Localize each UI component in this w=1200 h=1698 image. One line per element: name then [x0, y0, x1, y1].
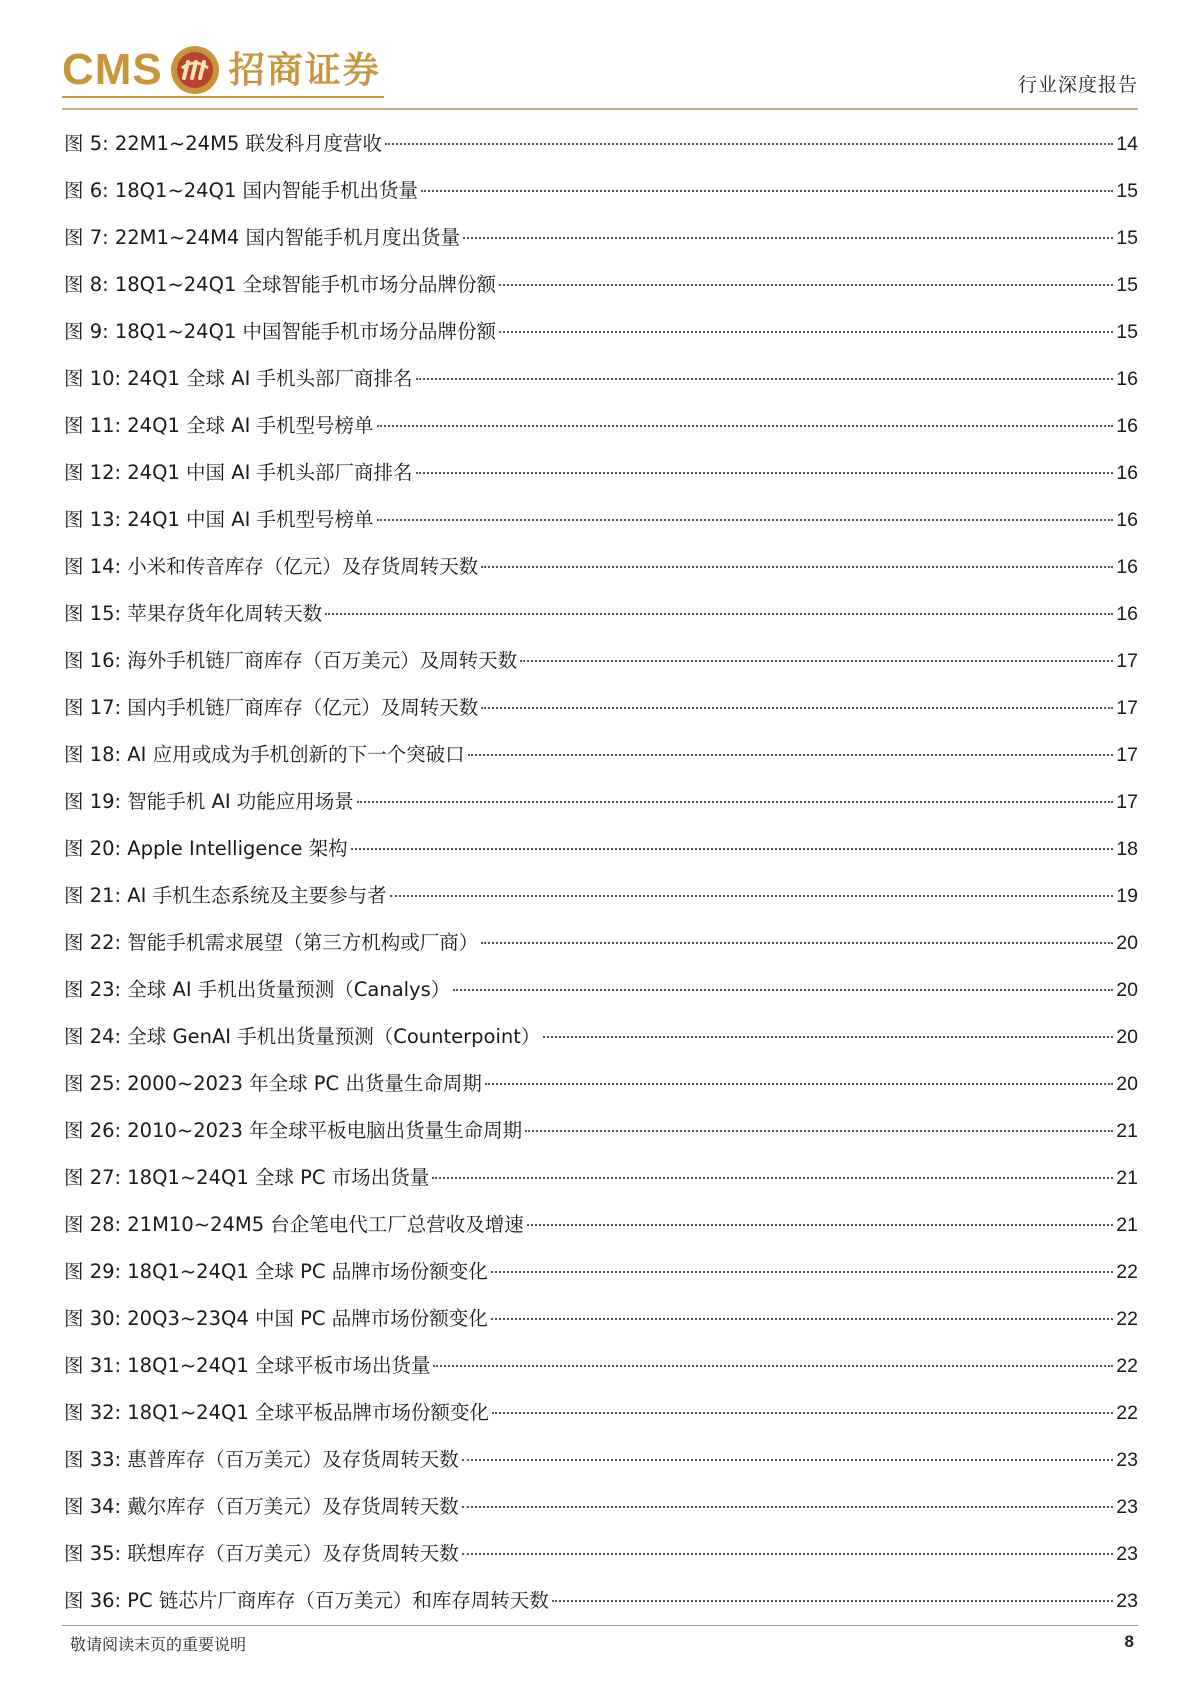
toc-entry-page: 18	[1116, 838, 1138, 860]
toc-entry[interactable]	[64, 825, 1138, 872]
toc-dot-leader	[462, 1553, 1114, 1555]
toc-entry[interactable]	[64, 1295, 1138, 1342]
toc-entry[interactable]	[64, 1436, 1138, 1483]
toc-entry[interactable]	[64, 543, 1138, 590]
toc-entry[interactable]	[64, 402, 1138, 449]
toc-entry-page: 17	[1116, 697, 1138, 719]
toc-entry[interactable]	[64, 966, 1138, 1013]
toc-entry[interactable]	[64, 261, 1138, 308]
toc-entry-title: 图 8: 18Q1~24Q1 全球智能手机市场分品牌份额	[64, 273, 497, 296]
toc-entry[interactable]	[64, 1201, 1138, 1248]
toc-entry-page: 22	[1116, 1402, 1138, 1424]
toc-dot-leader	[325, 613, 1113, 615]
toc-dot-leader	[462, 1459, 1114, 1461]
figure-list	[64, 120, 1138, 1624]
toc-entry-title: 图 16: 海外手机链厂商库存（百万美元）及周转天数	[64, 649, 518, 672]
toc-entry[interactable]	[64, 919, 1138, 966]
toc-dot-leader	[525, 1130, 1113, 1132]
toc-entry[interactable]	[64, 1060, 1138, 1107]
toc-entry[interactable]	[64, 1389, 1138, 1436]
toc-entry[interactable]	[64, 167, 1138, 214]
toc-dot-leader	[520, 660, 1113, 662]
toc-entry-title: 图 12: 24Q1 中国 AI 手机头部厂商排名	[64, 461, 413, 484]
report-type-label: 行业深度报告	[1017, 74, 1138, 96]
toc-entry-page: 23	[1116, 1496, 1138, 1518]
toc-entry-title: 图 9: 18Q1~24Q1 中国智能手机市场分品牌份额	[64, 320, 497, 343]
toc-entry-page: 17	[1116, 791, 1138, 813]
toc-entry-title: 图 25: 2000~2023 年全球 PC 出货量生命周期	[64, 1072, 482, 1095]
toc-entry-title: 图 22: 智能手机需求展望（第三方机构或厂商）	[64, 931, 479, 954]
toc-entry-title: 图 28: 21M10~24M5 台企笔电代工厂总营收及增速	[64, 1213, 524, 1236]
toc-entry-page: 20	[1116, 1026, 1138, 1048]
toc-dot-leader	[481, 707, 1113, 709]
toc-entry-page: 17	[1116, 744, 1138, 766]
logo-chinese-text: 招商证券	[228, 49, 381, 91]
header-divider	[62, 108, 1138, 110]
toc-entry-page: 20	[1116, 1073, 1138, 1095]
toc-dot-leader	[377, 519, 1114, 521]
toc-entry-page: 22	[1116, 1355, 1138, 1377]
toc-dot-leader	[543, 1036, 1113, 1038]
toc-entry-title: 图 15: 苹果存货年化周转天数	[64, 602, 323, 625]
toc-dot-leader	[432, 1177, 1113, 1179]
toc-dot-leader	[357, 801, 1114, 803]
toc-entry-page: 16	[1116, 556, 1138, 578]
toc-entry[interactable]	[64, 1107, 1138, 1154]
toc-entry-page: 17	[1116, 650, 1138, 672]
toc-entry-page: 23	[1116, 1449, 1138, 1471]
toc-entry-page: 23	[1116, 1543, 1138, 1565]
toc-entry-page: 21	[1116, 1120, 1138, 1142]
toc-entry[interactable]	[64, 1013, 1138, 1060]
toc-entry-title: 图 32: 18Q1~24Q1 全球平板品牌市场份额变化	[64, 1401, 489, 1424]
toc-entry-title: 图 26: 2010~2023 年全球平板电脑出货量生命周期	[64, 1119, 523, 1142]
toc-entry-title: 图 21: AI 手机生态系统及主要参与者	[64, 884, 387, 907]
toc-dot-leader	[416, 472, 1114, 474]
toc-entry-page: 22	[1116, 1308, 1138, 1330]
toc-dot-leader	[468, 754, 1114, 756]
toc-dot-leader	[499, 284, 1113, 286]
toc-entry-page: 20	[1116, 979, 1138, 1001]
toc-entry[interactable]	[64, 496, 1138, 543]
toc-entry[interactable]	[64, 872, 1138, 919]
toc-entry-title: 图 27: 18Q1~24Q1 全球 PC 市场出货量	[64, 1166, 430, 1189]
toc-entry-title: 图 20: Apple Intelligence 架构	[64, 837, 348, 860]
toc-entry-page: 16	[1116, 415, 1138, 437]
footer-divider	[62, 1625, 1138, 1626]
toc-entry-title: 图 6: 18Q1~24Q1 国内智能手机出货量	[64, 179, 419, 202]
toc-entry-title: 图 13: 24Q1 中国 AI 手机型号榜单	[64, 508, 374, 531]
toc-entry-title: 图 29: 18Q1~24Q1 全球 PC 品牌市场份额变化	[64, 1260, 488, 1283]
toc-entry[interactable]	[64, 1483, 1138, 1530]
toc-entry-title: 图 24: 全球 GenAI 手机出货量预测（Counterpoint）	[64, 1025, 541, 1048]
toc-dot-leader	[462, 1506, 1114, 1508]
toc-entry-title: 图 34: 戴尔库存（百万美元）及存货周转天数	[64, 1495, 459, 1518]
toc-entry-page: 15	[1116, 180, 1138, 202]
toc-entry[interactable]	[64, 590, 1138, 637]
toc-dot-leader	[552, 1600, 1113, 1602]
toc-entry-title: 图 23: 全球 AI 手机出货量预测（Canalys）	[64, 978, 451, 1001]
toc-entry[interactable]	[64, 308, 1138, 355]
toc-entry-title: 图 36: PC 链芯片厂商库存（百万美元）和库存周转天数	[64, 1589, 549, 1612]
toc-entry-page: 22	[1116, 1261, 1138, 1283]
toc-dot-leader	[351, 848, 1114, 850]
toc-entry-title: 图 7: 22M1~24M4 国内智能手机月度出货量	[64, 226, 460, 249]
toc-entry[interactable]	[64, 1154, 1138, 1201]
toc-dot-leader	[463, 237, 1113, 239]
toc-entry-title: 图 19: 智能手机 AI 功能应用场景	[64, 790, 354, 813]
toc-dot-leader	[492, 1412, 1113, 1414]
toc-entry-title: 图 35: 联想库存（百万美元）及存货周转天数	[64, 1542, 459, 1565]
toc-dot-leader	[527, 1224, 1113, 1226]
toc-entry[interactable]	[64, 120, 1138, 167]
toc-entry-page: 16	[1116, 462, 1138, 484]
toc-dot-leader	[453, 989, 1113, 991]
toc-dot-leader	[390, 895, 1114, 897]
toc-dot-leader	[485, 1083, 1113, 1085]
toc-dot-leader	[481, 942, 1113, 944]
toc-entry-page: 16	[1116, 368, 1138, 390]
toc-entry-page: 21	[1116, 1167, 1138, 1189]
toc-entry[interactable]	[64, 731, 1138, 778]
cms-emblem-icon	[169, 44, 221, 96]
toc-dot-leader	[385, 143, 1113, 145]
toc-dot-leader	[491, 1271, 1114, 1273]
toc-entry-page: 14	[1116, 133, 1138, 155]
toc-entry[interactable]	[64, 684, 1138, 731]
toc-entry-title: 图 30: 20Q3~23Q4 中国 PC 品牌市场份额变化	[64, 1307, 488, 1330]
toc-dot-leader	[499, 331, 1113, 333]
toc-entry[interactable]	[64, 1577, 1138, 1624]
toc-entry-title: 图 5: 22M1~24M5 联发科月度营收	[64, 132, 382, 155]
toc-entry[interactable]	[64, 1530, 1138, 1577]
toc-dot-leader	[416, 378, 1114, 380]
toc-entry[interactable]	[64, 637, 1138, 684]
toc-entry[interactable]	[64, 1342, 1138, 1389]
toc-entry-page: 16	[1116, 603, 1138, 625]
toc-entry[interactable]	[64, 355, 1138, 402]
toc-dot-leader	[481, 566, 1113, 568]
footer-disclaimer: 敬请阅读末页的重要说明	[70, 1635, 247, 1654]
toc-entry-page: 15	[1116, 274, 1138, 296]
toc-dot-leader	[491, 1318, 1114, 1320]
toc-dot-leader	[377, 425, 1114, 427]
toc-entry-page: 16	[1116, 509, 1138, 531]
toc-entry[interactable]	[64, 449, 1138, 496]
page-number: 8	[1124, 1632, 1134, 1651]
toc-entry-page: 19	[1116, 885, 1138, 907]
toc-entry[interactable]	[64, 1248, 1138, 1295]
toc-entry-title: 图 11: 24Q1 全球 AI 手机型号榜单	[64, 414, 374, 437]
toc-entry-page: 20	[1116, 932, 1138, 954]
logo-latin-text: CMS	[62, 45, 163, 94]
toc-entry-title: 图 17: 国内手机链厂商库存（亿元）及周转天数	[64, 696, 479, 719]
logo-underline	[62, 96, 384, 98]
toc-entry-title: 图 10: 24Q1 全球 AI 手机头部厂商排名	[64, 367, 413, 390]
toc-entry-page: 15	[1116, 227, 1138, 249]
toc-entry-title: 图 14: 小米和传音库存（亿元）及存货周转天数	[64, 555, 479, 578]
toc-entry-page: 23	[1116, 1590, 1138, 1612]
toc-entry[interactable]	[64, 214, 1138, 261]
toc-dot-leader	[421, 190, 1113, 192]
toc-entry-title: 图 18: AI 应用或成为手机创新的下一个突破口	[64, 743, 465, 766]
toc-entry-page: 15	[1116, 321, 1138, 343]
page-header	[62, 40, 1138, 108]
toc-dot-leader	[433, 1365, 1113, 1367]
toc-entry-title: 图 33: 惠普库存（百万美元）及存货周转天数	[64, 1448, 459, 1471]
cms-logo	[62, 44, 381, 96]
toc-entry-title: 图 31: 18Q1~24Q1 全球平板市场出货量	[64, 1354, 431, 1377]
toc-entry[interactable]	[64, 778, 1138, 825]
toc-entry-page: 21	[1116, 1214, 1138, 1236]
